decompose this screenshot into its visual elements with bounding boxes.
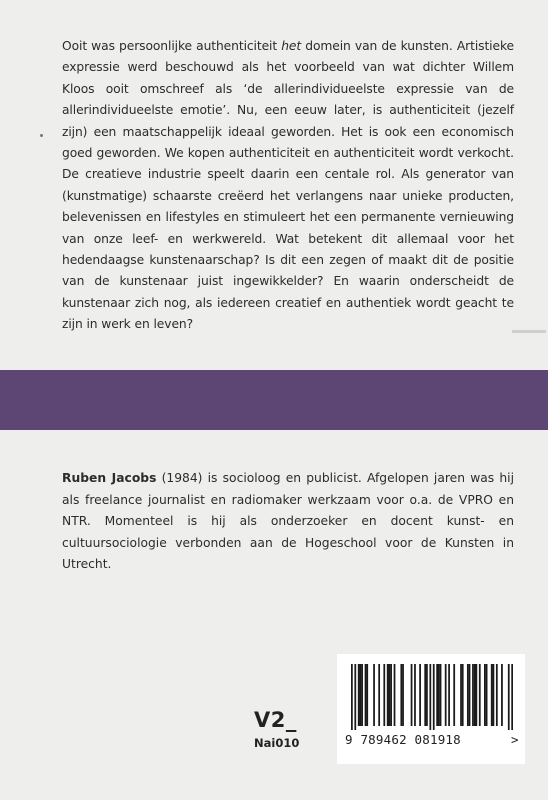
barcode-bar <box>493 664 495 726</box>
barcode-bar <box>453 664 455 726</box>
barcode <box>337 654 525 764</box>
barcode-bar <box>511 664 513 730</box>
blurb-part2: domein van de kunsten. Artistieke expressie werd beschouwd als het voorbeeld van wat dichter Willem Kloos ooit omschreef als ‘de allerindividueelste expressie van de allerindividueelste emotie’. Nu, een eeuw later, is authenticiteit (jezelf zijn) een maatschappelijk ideaal geworden. Het is ook een economisch goed geworden. We kopen authenticiteit en authenticiteit wordt verkocht. De creatieve industrie speelt daarin een centale rol. Als generator van (kunstmatige) schaarste creëerd het verlangens naar unieke producten, belevenissen en lifestyles en stimuleert het een permanente vernieuwing van onze leef- en werkwereld. Wat betekent dit allemaal voor het hedendaagse kunstenaarschap? Is dit een zegen of maakt dit de positie van de kunstenaar juist ingewikkelder? En waarin onderscheidt de kunstenaar zich nog, als iedereen creatief en authentiek wordt geacht te zijn in werk en leven? <box>62 39 514 332</box>
barcode-digits: 9 789462 081918 <box>345 732 461 747</box>
barcode-bar <box>436 664 438 726</box>
barcode-bar <box>419 664 421 726</box>
barcode-bar <box>486 664 488 726</box>
barcode-bar <box>365 664 367 726</box>
barcode-bar <box>394 664 396 726</box>
blurb-paragraph <box>62 36 514 336</box>
barcode-bar <box>373 664 375 726</box>
blurb-text <box>62 36 514 336</box>
print-speck <box>40 134 43 137</box>
barcode-bar <box>402 664 404 726</box>
barcode-bar <box>429 664 431 730</box>
barcode-bar <box>354 664 356 730</box>
barcode-bar <box>411 664 413 726</box>
author-name: Ruben Jacobs <box>62 471 157 485</box>
barcode-bar <box>383 664 385 726</box>
barcode-bar <box>366 664 368 726</box>
barcode-bar <box>358 664 360 726</box>
barcode-bar <box>460 664 462 726</box>
barcode-bar <box>400 664 402 726</box>
bio-text: (1984) is socioloog en publicist. Afgelopen jaren was hij als freelance journalist en radiomaker werkzaam voor o.a. de VPRO en NTR. Momenteel is hij als onderzoeker en docent kunst- en cultuursociologie verbonden aan de Hogeschool voor de Kunsten in Utrecht. <box>62 471 514 572</box>
barcode-bars <box>351 664 513 730</box>
barcode-bar <box>508 664 510 730</box>
barcode-bar <box>484 664 486 726</box>
publisher-imprint: Nai010 <box>254 736 300 750</box>
barcode-bar <box>414 664 416 726</box>
barcode-bar <box>472 664 474 726</box>
barcode-bar <box>361 664 363 726</box>
barcode-bar <box>496 664 498 726</box>
barcode-bar <box>491 664 493 726</box>
blurb-part1: Ooit was persoonlijke authenticiteit <box>62 39 282 53</box>
print-scuff <box>512 330 546 333</box>
barcode-bar <box>424 664 426 726</box>
barcode-bar <box>448 664 450 726</box>
publisher-mark: V2_ <box>254 708 297 732</box>
blurb-emphasis: het <box>281 39 302 53</box>
barcode-bar <box>474 664 476 726</box>
barcode-bar <box>479 664 481 726</box>
barcode-arrow: > <box>511 732 519 747</box>
barcode-bar <box>378 664 380 726</box>
barcode-bar <box>433 664 435 730</box>
barcode-bar <box>469 664 471 726</box>
barcode-bar <box>440 664 442 726</box>
barcode-bar <box>351 664 353 730</box>
barcode-bar <box>387 664 389 726</box>
purple-band <box>0 370 548 430</box>
barcode-bar <box>438 664 440 726</box>
barcode-bar <box>390 664 392 726</box>
author-bio <box>62 468 514 576</box>
bio-paragraph <box>62 468 514 576</box>
barcode-bar <box>426 664 428 726</box>
barcode-bar <box>360 664 362 726</box>
barcode-bar <box>445 664 447 726</box>
barcode-bar <box>467 664 469 726</box>
barcode-bar <box>501 664 503 726</box>
barcode-bar <box>475 664 477 726</box>
publisher-logo <box>254 708 314 750</box>
barcode-bar <box>462 664 464 726</box>
barcode-bar <box>389 664 391 726</box>
